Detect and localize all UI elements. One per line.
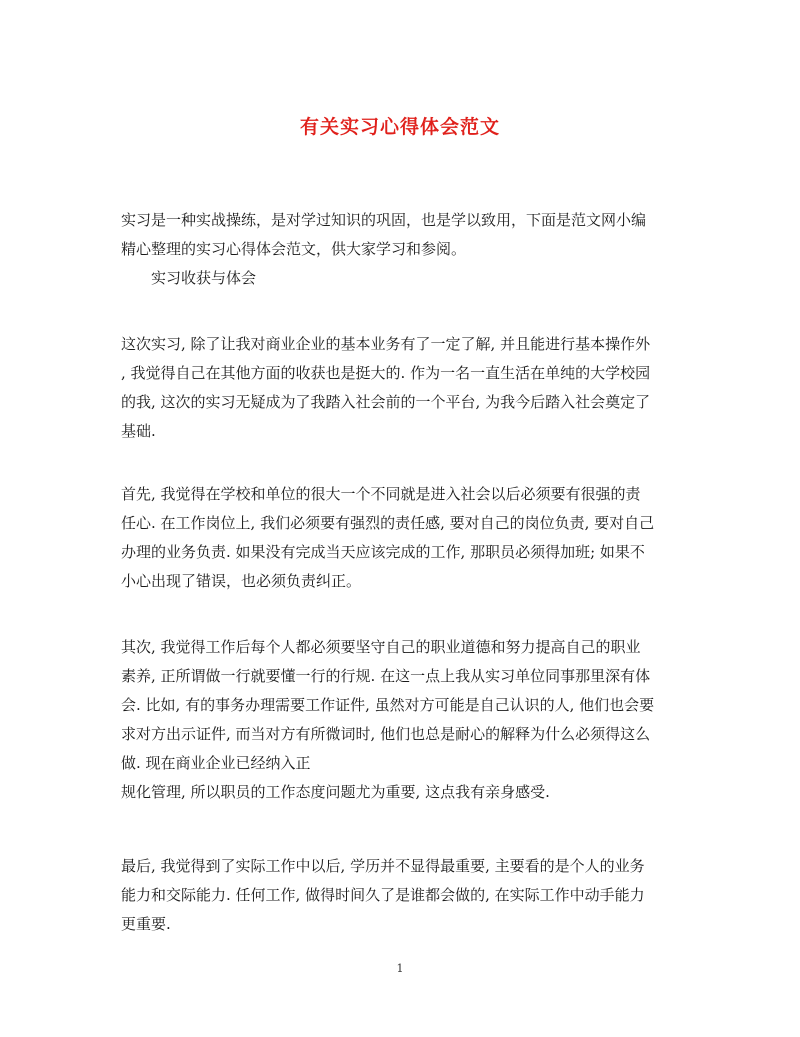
paragraph-line: 首先, 我觉得在学校和单位的很大一个不同就是进入社会以后必须要有很强的责 [121, 485, 641, 503]
intro-line: 实习是一种实战操练，是对学过知识的巩固，也是学以致用，下面是范文网小编 [121, 211, 647, 229]
body-paragraph-4 [121, 852, 681, 939]
body-paragraph-2 [121, 480, 681, 596]
paragraph-line: 基础. [121, 422, 156, 440]
paragraph-line: 的我, 这次的实习无疑成为了我踏入社会前的一个平台, 为我今后踏入社会奠定了 [121, 393, 651, 411]
paragraph-line: 能力和交际能力. 任何工作, 做得时间久了是谁都会做的, 在实际工作中动手能力 [121, 886, 645, 904]
paragraph-line: , 我觉得自己在其他方面的收获也是挺大的. 作为一名一直生活在单纯的大学校园 [121, 364, 651, 382]
paragraph-line: 做. 现在商业企业已经纳入正 [121, 754, 311, 772]
paragraph-line: 更重要. [121, 915, 171, 933]
intro-paragraph [121, 206, 681, 293]
paragraph-line: 会. 比如, 有的事务办理需要工作证件, 虽然对方可能是自己认识的人, 他们也会要 [121, 696, 655, 714]
subheading: 实习收获与体会 [151, 269, 257, 287]
paragraph-line: 这次实习, 除了让我对商业企业的基本业务有了一定了解, 并且能进行基本操作外 [121, 335, 651, 353]
paragraph-line: 办理的业务负责. 如果没有完成当天应该完成的工作, 那职员必须得加班; 如果不 [121, 543, 645, 561]
document-title: 有关实习心得体会范文 [299, 116, 500, 138]
paragraph-line: 最后, 我觉得到了实际工作中以后, 学历并不显得最重要, 主要看的是个人的业务 [121, 857, 645, 875]
paragraph-line: 任心. 在工作岗位上, 我们必须要有强烈的责任感, 要对自己的岗位负责, 要对自己 [121, 514, 655, 532]
paragraph-line: 求对方出示证件, 而当对方有所微词时, 他们也总是耐心的解释为什么必须得这么 [121, 725, 651, 743]
paragraph-line: 规化管理, 所以职员的工作态度问题尤为重要, 这点我有亲身感受. [121, 783, 550, 801]
body-paragraph-1 [121, 330, 681, 446]
paragraph-line: 其次, 我觉得工作后每个人都必须要坚守自己的职业道德和努力提高自己的职业 [121, 638, 641, 656]
intro-line: 精心整理的实习心得体会范文，供大家学习和参阅。 [121, 240, 467, 258]
page-number: 1 [396, 962, 404, 975]
paragraph-line: 小心出现了错误，也必须负责纠正。 [121, 572, 362, 590]
body-paragraph-3 [121, 633, 681, 807]
paragraph-line: 素养, 正所谓做一行就要懂一行的行规. 在这一点上我从实习单位同事那里深有体 [121, 667, 651, 685]
